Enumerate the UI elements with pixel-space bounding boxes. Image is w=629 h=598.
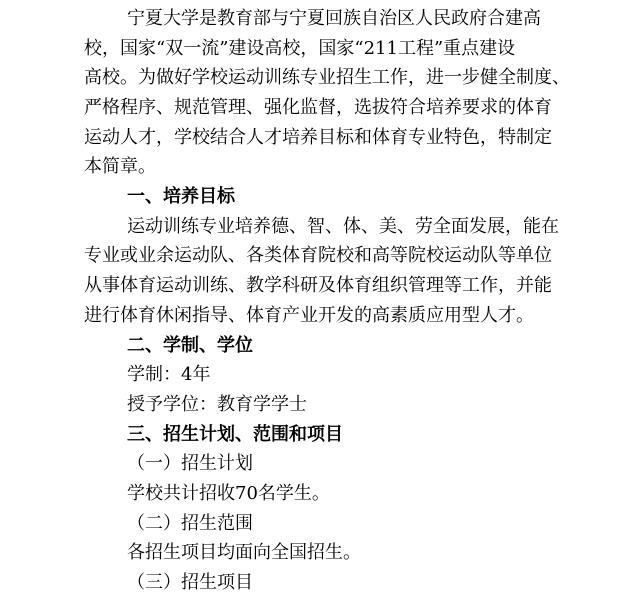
subheading-enrollment-plan: （一）招生计划 <box>127 453 253 474</box>
section-heading-enrollment: 三、招生计划、范围和项目 <box>127 424 343 445</box>
training-goals-line-2: 专业或业余运动队、各类体育院校和高等院校运动队等单位 <box>84 245 552 266</box>
intro-line-3: 高校。为做好学校运动训练专业招生工作，进一步健全制度、 <box>84 67 570 88</box>
subheading-enrollment-items: （三）招生项目 <box>127 572 253 593</box>
intro-line-6: 本简章。 <box>84 156 156 177</box>
section-heading-duration-degree: 二、学制、学位 <box>127 335 253 356</box>
duration-text: 学制：4年 <box>127 364 211 385</box>
intro-line-5: 运动人才，学校结合人才培养目标和体育专业特色，特制定 <box>84 127 552 148</box>
training-goals-line-3: 从事体育运动训练、教学科研及体育组织管理等工作，并能 <box>84 275 552 296</box>
section-heading-training-goals: 一、培养目标 <box>127 186 235 207</box>
degree-text: 授予学位：教育学学士 <box>127 394 307 415</box>
enrollment-plan-text: 学校共计招收70名学生。 <box>127 483 330 504</box>
subheading-enrollment-scope: （二）招生范围 <box>127 513 253 534</box>
intro-line-4: 严格程序、规范管理、强化监督，选拔符合培养要求的体育 <box>84 97 552 118</box>
training-goals-line-1: 运动训练专业培养德、智、体、美、劳全面发展，能在 <box>127 216 559 237</box>
intro-line-1: 宁夏大学是教育部与宁夏回族自治区人民政府合建高 <box>127 8 541 29</box>
training-goals-line-4: 进行体育休闲指导、体育产业开发的高素质应用型人才。 <box>84 305 534 326</box>
intro-line-2: 校，国家“双一流”建设高校，国家“211工程”重点建设 <box>84 38 516 59</box>
enrollment-scope-text: 各招生项目均面向全国招生。 <box>127 542 361 563</box>
